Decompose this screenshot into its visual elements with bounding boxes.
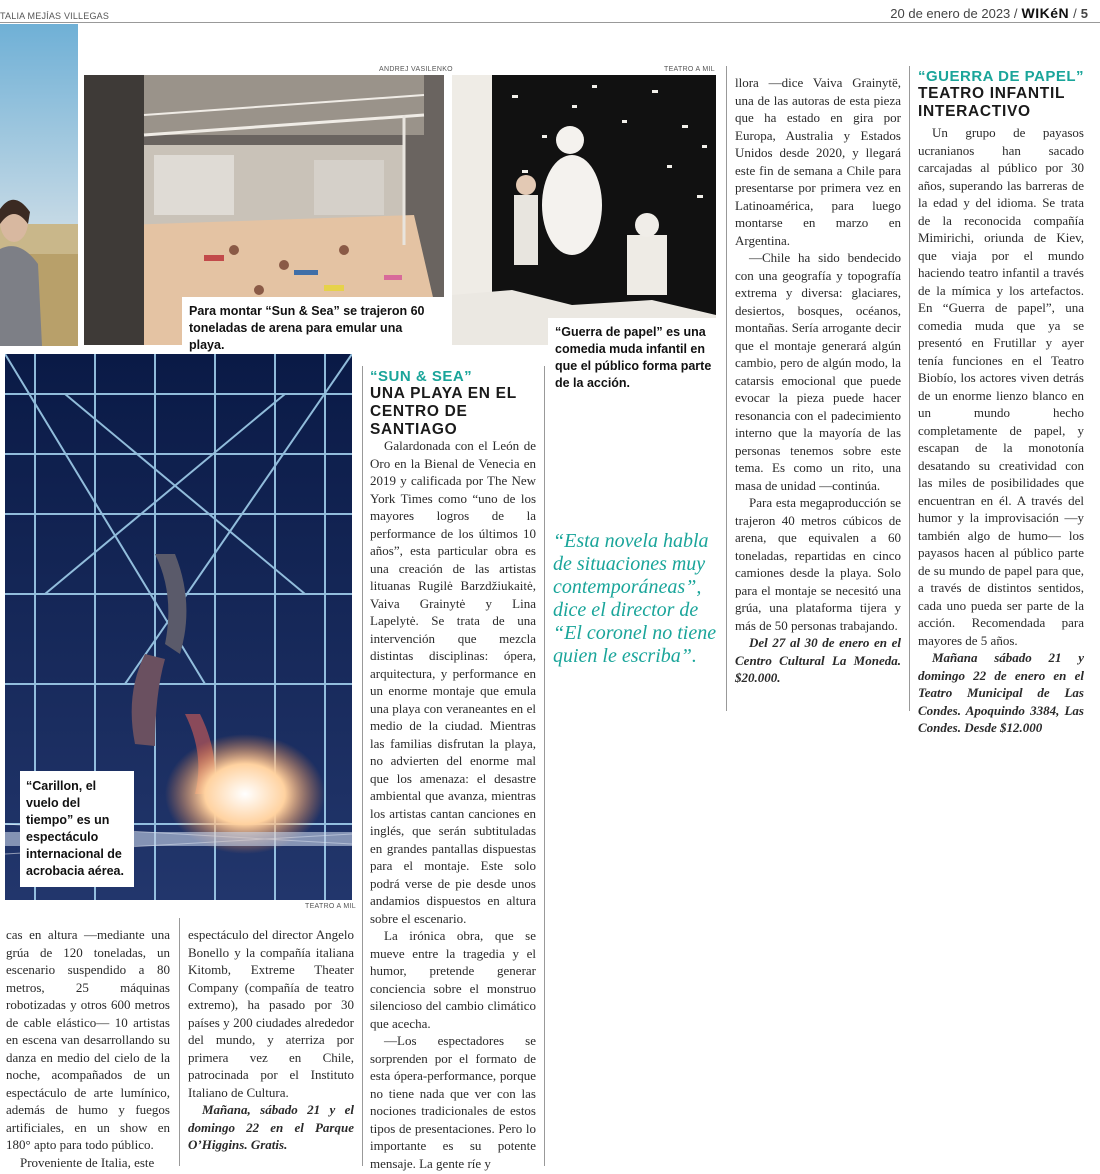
pull-quote: “Esta novela habla de situaciones muy contemporáneas”, dice el director de “El coronel no tiene quien le escriba”. [553,530,717,667]
guerra-kicker: “GUERRA DE PAPEL” [918,68,1085,85]
guerra-photo [452,75,716,345]
paragraph: cas en altura —mediante una grúa de 120 toneladas, un escenario suspendido a 80 metros, 25 máquinas robotizadas y otros 600 metros de cable elástico— 10 artistas en escena van desarrollando su danza en medio del cielo de la noche, acompañados de un espectáculo de arte lumínico, además de humo y fuegos artificiales, en un show en 180° apto para todo público. [6,927,170,1152]
sunsea-photo-credit: ANDREJ VASILENKO [379,66,453,73]
sunsea-event-info: Del 27 al 30 de enero en el Centro Cultural La Moneda. $20.000. [735,635,901,685]
sunsea-body-col2 [735,74,901,687]
paragraph: llora —dice Vaiva Grainytë, una de las autoras de esta pieza que ha estado en gira por Europa, Australia y Estados Unidos desde 2020, y llegará este fin de semana a Chile para presentarse por primera vez en Latinoamérica, para luego montarse en marzo en Argentina. [735,75,901,248]
guerra-body [918,124,1084,737]
carillon-event-info: Mañana, sábado 21 y el domingo 22 en el Parque O’Higgins. Gratis. [188,1102,354,1152]
carillon-body-col2 [188,926,354,1154]
guerra-photo-credit: TEATRO A MIL [664,66,715,73]
sunsea-caption: Para montar “Sun & Sea” se trajeron 60 toneladas de arena para emular una playa. [182,297,444,360]
column-rule-1 [362,366,363,1166]
sunsea-title: UNA PLAYA EN EL CENTRO DE SANTIAGO [370,385,517,438]
sunsea-body-col1 [370,437,536,1172]
issue-date: 20 de enero de 2023 / [890,6,1018,21]
edge-photo-woman [0,24,78,346]
page-header [890,5,1088,21]
paragraph: La irónica obra, que se mueve entre la tragedia y el humor, pretende generar conciencia sobre el monstruo silencioso del cambio climático que acecha. [370,928,536,1031]
column-rule-5 [179,918,180,1166]
column-rule-4 [909,66,910,711]
carillon-caption: “Carillon, el vuelo del tiempo” es un espectáculo internacional de acrobacia aérea. [20,771,134,887]
sunsea-kicker: “SUN & SEA” [370,368,473,385]
author-byline: TALIA MEJÍAS VILLEGAS [0,11,110,21]
guerra-event-info: Mañana sábado 21 y domingo 22 de enero en el Teatro Municipal de Las Condes. Apoquindo 3384, Las Condes. Desde $12.000 [918,650,1084,735]
header-rule [0,22,1100,23]
paragraph: Para esta megaproducción se trajeron 40 metros cúbicos de arena, que equivalen a 60 toneladas, repartidas en cinco camiones desde la playa. Solo para el montaje se necesitó una grúa, una plataforma tijera y más de 50 personas trabajando. [735,495,901,633]
paragraph: —Chile ha sido bendecido con una geografía y topografía extrema y diversa: glaciares, desiertos, bosques, océanos, montañas. Sería arrogante decir que el montaje generará algún cambio, pero de algún modo, la catarsis emocional que puede evocar la pieza puede hacer resonancia con el padecimiento interno que la mayoría de las personas tenemos sobre este tema. Es como un rito, una masa de unidad —continúa. [735,250,901,493]
page-number: 5 [1080,6,1088,21]
paragraph: Un grupo de payasos ucranianos han sacado carcajadas al público por 30 años, superando las barreras de la edad y del idioma. Se trata de la reconocida compañía Mimirichi, oriunda de Kiev, que viaja por el mundo haciendo teatro infantil a través de la mímica y los artefactos. En “Guerra de papel”, una comedia muda que ya se presentó en Frutillar y ayer tenía funciones en el Teatro Biobío, los actores viven detrás de un enorme lienzo blanco en un mundo hecho completamente de papel, y escapan de la monotonía desatando su creatividad con las miles de posibilidades que encuentran en él. A través del humor y la improvisación —y también algo de humo— los payasos hacen al público parte de su mundo de papel para que, a través de distintos sentidos, cada uno pueda ser parte de la acción. Recomendada para mayores de 5 años. [918,125,1084,648]
column-rule-2 [544,366,545,1166]
paragraph: —Los espectadores se sorprenden por el formato de esta ópera-performance, porque no tiene nada que ver con las nociones tradicionales de estos tipos de presentaciones. Pero lo importante es su potente mensaje. La gente ríe y [370,1033,536,1171]
column-rule-3 [726,66,727,711]
carillon-body-col1 [6,926,170,1171]
guerra-title: TEATRO INFANTIL INTERACTIVO [918,85,1065,120]
paragraph: Galardonada con el León de Oro en la Bienal de Venecia en 2019 y calificada por The New York Times como “uno de los mayores logros de la performance de los últimos 10 años”, esta particular obra es una creación de las artistas lituanas Rugilė Barzdžiukaitė, Vaiva Grainytė y Lina Lapelytė. Se trata de una intervención que mezcla distintas disciplinas: ópera, arquitectura, y performance en un enorme montaje que emula una playa con veraneantes en el medio de la ciudad. Mientras las familias disfrutan la playa, no advierten del enorme mal que los amenaza: el desastre ambiental que avanza, mientras los artistas cantan canciones en inglés, que serán subtituladas en grandes pantallas dispuestas para el montaje. Este solo podrá verse de pie desde unos andamios dispuestos en altura sobre el escenario. [370,438,536,926]
guerra-caption: “Guerra de papel” es una comedia muda infantil en que el público forma parte de la acción. [548,318,722,398]
wiken-logo: WIKéN [1021,5,1070,21]
paragraph: espectáculo del director Angelo Bonello y la compañía italiana Kitomb, Extreme Theater Company (compañía de teatro extremo), ha pasado por 30 países y 200 ciudades alrededor del mundo, y aterriza por primera vez en Chile, patrocinada por el Instituto Italiano de Cultura. [188,927,354,1100]
carillon-photo-credit: TEATRO A MIL [305,903,356,910]
sunsea-heading [370,368,540,439]
page-separator: / [1073,6,1077,21]
paragraph: Proveniente de Italia, este [20,1154,155,1170]
guerra-heading [918,68,1094,121]
